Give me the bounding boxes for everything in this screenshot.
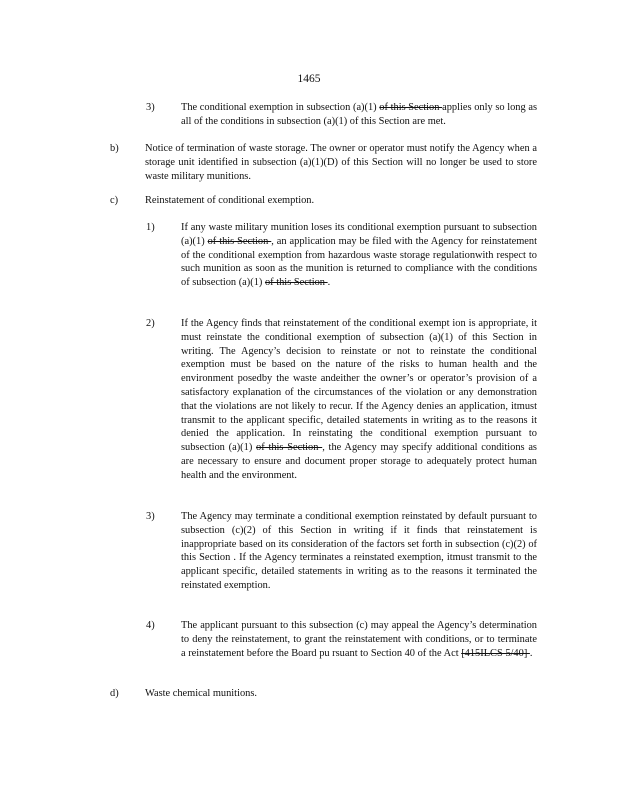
heading-d-waste-chemical-munitions: Waste chemical munitions. [145,688,257,699]
item-marker: 4) [146,620,155,631]
page-number: 1465 [297,73,321,85]
item-marker: d) [110,688,119,699]
item-marker: 3) [146,511,155,522]
item-marker: b) [110,143,119,154]
paragraph-3-conditional-exemption: The conditional exemption in subsection (a)(1) of this Section applies only so long as all of the conditions in subsection (a)(1) of this Section are met. [181,102,537,127]
item-marker: 3) [146,102,155,113]
item-marker: 1) [146,222,155,233]
paragraph-c4-applicant-appeal: The applicant pursuant to this subsection (c) may appeal the Agency’s determination to deny the reinstatement, to grant the reinstatement with conditions, or to terminate a reinstatement before the Board pu rsuant to Section 40 of the Act [415ILCS 5/40] . [181,620,537,659]
heading-c-reinstatement: Reinstatement of conditional exemption. [145,195,315,206]
paragraph-c2-agency-finds: If the Agency finds that reinstatement of the conditional exempt ion is appropriate, it must reinstate the conditional exemption of subsection (a)(1) of this Section in writing. The Agency’s decision to reinstate or not to reinstate the conditional exemption must be based on the nature of the risks to human health and the environment posedby the waste andeither the owner’s or operator’s provision of a satisfactory explanation of the circumstances of the violation or any demonstration that the violations are not likely to recur. If the Agency denies an application, itmust transmit to the applicant specific, detailed statements in writing as to the reasons it denied the application. In reinstating the conditional exemption pursuant to subsection (a)(1) of this Section , the Agency may specify additional conditions as are necessary to ensure and document proper storage to adequately protect human health and the environment. [181,318,537,481]
paragraph-c1-application: If any waste military munition loses its conditional exemption pursuant to subsection (a)(1) of this Section , an application may be filed with the Agency for reinstatement of the conditional exemption from hazardous waste storage regulationwith respect to such munition as soon as the munition is returned to compliance with the conditions of subsection (a)(1) of this Section . [181,222,537,289]
item-marker: c) [110,195,119,206]
paragraph-b-notice-of-termination: Notice of termination of waste storage. The owner or operator must notify the Agency when a storage unit identified in subsection (a)(1)(D) of this Section will no longer be used to store waste military munitions. [145,143,537,182]
paragraph-c3-agency-may-terminate: The Agency may terminate a conditional exemption reinstated by default pursuant to subsection (c)(2) of this Section in writing if it finds that reinstatement is inappropriate based on its consideration of the factors set forth in subsection (c)(2) of this Section . If the Agency terminates a reinstated exemption, itmust transmit to the applicant specific, detailed statements in writing as to the reasons it terminated the reinstated exemption. [181,511,537,591]
item-marker: 2) [146,318,155,329]
